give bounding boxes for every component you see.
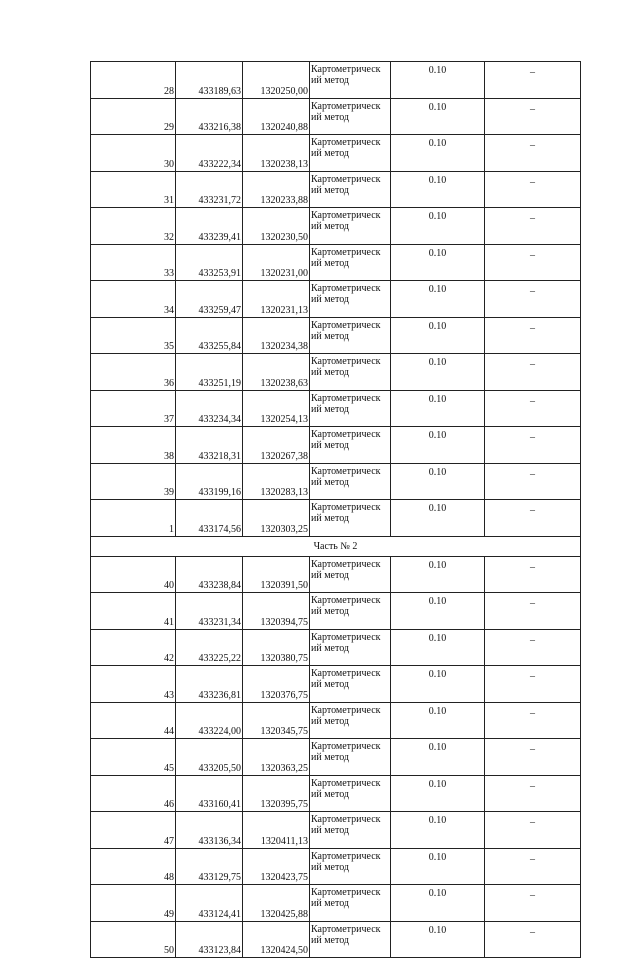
method-cell [310,390,391,427]
method-line-1: Картометрическ [311,668,381,679]
method-line-2: ий метод [311,330,350,342]
method-line-1: Картометрическ [311,923,381,935]
part-header-row [91,536,581,556]
table-row [91,666,581,703]
accuracy-value: 0.10 [391,244,485,281]
accuracy-value: 0.10 [391,593,485,630]
coordinate-y: 1320395,75 [243,775,310,812]
method-line-1: Картометрическ [311,137,381,148]
method-line-1: Картометрическ [311,631,381,643]
point-number: 35 [91,317,176,354]
table-row [91,135,581,172]
point-number: 37 [91,390,176,427]
table-row [91,848,581,885]
method-cell [310,556,391,593]
point-number: 28 [91,62,176,99]
table-row [91,739,581,776]
accuracy-value: 0.10 [391,739,485,776]
coordinate-x: 433205,50 [176,739,243,776]
method-cell [310,921,391,958]
coordinate-x: 433231,34 [176,593,243,630]
accuracy-value: 0.10 [391,427,485,464]
part-label: Часть № 2 [91,536,581,556]
point-number: 38 [91,427,176,464]
coordinate-x: 433236,81 [176,666,243,703]
coordinate-y: 1320380,75 [243,629,310,666]
point-number: 1 [91,500,176,537]
description-dash: – [485,317,581,354]
table-row [91,775,581,812]
accuracy-value: 0.10 [391,317,485,354]
description-dash: – [485,98,581,135]
method-line-2: ий метод [311,513,350,524]
point-number: 43 [91,666,176,703]
coordinate-x: 433218,31 [176,427,243,464]
method-cell [310,885,391,922]
table-row [91,354,581,391]
point-number: 39 [91,463,176,500]
method-cell [310,702,391,739]
coordinate-x: 433259,47 [176,281,243,318]
method-cell [310,629,391,666]
accuracy-value: 0.10 [391,500,485,537]
method-line-1: Картометрическ [311,173,381,185]
coordinate-x: 433216,38 [176,98,243,135]
method-cell [310,775,391,812]
method-line-1: Картометрическ [311,502,381,513]
description-dash: – [485,885,581,922]
description-dash: – [485,666,581,703]
coordinate-y: 1320283,13 [243,463,310,500]
method-line-2: ий метод [311,715,350,727]
method-line-1: Картометрическ [311,356,381,367]
coordinate-y: 1320230,50 [243,208,310,245]
coordinate-y: 1320267,38 [243,427,310,464]
method-cell [310,666,391,703]
table-row [91,317,581,354]
method-cell [310,427,391,464]
coordinate-y: 1320394,75 [243,593,310,630]
coordinate-x: 433255,84 [176,317,243,354]
description-dash: – [485,281,581,318]
coordinate-x: 433251,19 [176,354,243,391]
method-cell [310,812,391,849]
coordinate-x: 433174,56 [176,500,243,537]
method-line-2: ий метод [311,825,350,836]
method-line-1: Картометрическ [311,319,381,331]
accuracy-value: 0.10 [391,666,485,703]
method-cell [310,848,391,885]
coordinate-x: 433239,41 [176,208,243,245]
point-number: 36 [91,354,176,391]
description-dash: – [485,244,581,281]
point-number: 50 [91,921,176,958]
table-row [91,244,581,281]
point-number: 46 [91,775,176,812]
point-number: 44 [91,702,176,739]
coordinate-y: 1320250,00 [243,62,310,99]
method-cell [310,500,391,537]
point-number: 33 [91,244,176,281]
method-line-1: Картометрическ [311,741,381,752]
method-line-1: Картометрическ [311,283,381,294]
coordinate-y: 1320240,88 [243,98,310,135]
description-dash: – [485,848,581,885]
description-dash: – [485,739,581,776]
coordinate-y: 1320391,50 [243,556,310,593]
point-number: 47 [91,812,176,849]
point-number: 48 [91,848,176,885]
method-cell [310,135,391,172]
description-dash: – [485,427,581,464]
point-number: 30 [91,135,176,172]
method-cell [310,208,391,245]
coordinate-y: 1320424,50 [243,921,310,958]
coordinate-y: 1320376,75 [243,666,310,703]
coordinate-y: 1320233,88 [243,171,310,208]
method-line-2: ий метод [311,257,350,269]
coordinate-x: 433136,34 [176,812,243,849]
description-dash: – [485,500,581,537]
method-line-1: Картометрическ [311,887,381,898]
coordinate-y: 1320345,75 [243,702,310,739]
description-dash: – [485,463,581,500]
method-line-1: Картометрическ [311,429,381,440]
table-row [91,62,581,99]
description-dash: – [485,921,581,958]
method-line-2: ий метод [311,569,350,581]
point-number: 32 [91,208,176,245]
accuracy-value: 0.10 [391,629,485,666]
coordinate-x: 433224,00 [176,702,243,739]
description-dash: – [485,354,581,391]
table-row [91,885,581,922]
coordinate-x: 433123,84 [176,921,243,958]
accuracy-value: 0.10 [391,354,485,391]
accuracy-value: 0.10 [391,281,485,318]
table-row [91,500,581,537]
accuracy-value: 0.10 [391,98,485,135]
table-row [91,427,581,464]
method-line-2: ий метод [311,476,350,488]
method-cell [310,739,391,776]
accuracy-value: 0.10 [391,390,485,427]
method-line-1: Картометрическ [311,558,381,570]
description-dash: – [485,812,581,849]
description-dash: – [485,593,581,630]
coordinate-x: 433234,34 [176,390,243,427]
accuracy-value: 0.10 [391,62,485,99]
method-line-1: Картометрическ [311,64,381,75]
accuracy-value: 0.10 [391,775,485,812]
point-number: 40 [91,556,176,593]
coordinate-x: 433222,34 [176,135,243,172]
method-line-1: Картометрическ [311,210,381,221]
point-number: 41 [91,593,176,630]
method-line-2: ий метод [311,184,350,196]
method-line-1: Картометрическ [311,100,381,112]
method-line-2: ий метод [311,606,350,617]
accuracy-value: 0.10 [391,135,485,172]
table-row [91,390,581,427]
coordinate-y: 1320254,13 [243,390,310,427]
point-number: 34 [91,281,176,318]
method-line-1: Картометрическ [311,595,381,606]
coordinates-table-body [91,62,581,958]
table-row [91,921,581,958]
description-dash: – [485,171,581,208]
accuracy-value: 0.10 [391,171,485,208]
method-cell [310,463,391,500]
point-number: 45 [91,739,176,776]
coordinate-x: 433238,84 [176,556,243,593]
table-row [91,208,581,245]
description-dash: – [485,62,581,99]
method-cell [310,244,391,281]
point-number: 49 [91,885,176,922]
method-line-1: Картометрическ [311,777,381,789]
method-line-1: Картометрическ [311,704,381,716]
accuracy-value: 0.10 [391,702,485,739]
table-row [91,463,581,500]
method-line-2: ий метод [311,403,350,415]
point-number: 31 [91,171,176,208]
accuracy-value: 0.10 [391,848,485,885]
method-line-2: ий метод [311,752,350,763]
accuracy-value: 0.10 [391,921,485,958]
coordinate-y: 1320231,00 [243,244,310,281]
method-line-2: ий метод [311,221,350,232]
method-line-2: ий метод [311,294,350,305]
table-row [91,556,581,593]
method-cell [310,317,391,354]
coordinate-y: 1320411,13 [243,812,310,849]
description-dash: – [485,775,581,812]
method-line-2: ий метод [311,934,350,946]
coordinate-y: 1320423,75 [243,848,310,885]
method-cell [310,281,391,318]
method-line-2: ий метод [311,440,350,451]
method-line-2: ий метод [311,111,350,123]
method-line-1: Картометрическ [311,465,381,477]
table-row [91,171,581,208]
coordinate-y: 1320238,13 [243,135,310,172]
method-line-2: ий метод [311,898,350,909]
method-line-2: ий метод [311,75,350,86]
method-line-1: Картометрическ [311,392,381,404]
method-line-1: Картометрическ [311,246,381,258]
point-number: 29 [91,98,176,135]
accuracy-value: 0.10 [391,208,485,245]
coordinate-x: 433160,41 [176,775,243,812]
coordinate-y: 1320231,13 [243,281,310,318]
coordinate-y: 1320425,88 [243,885,310,922]
accuracy-value: 0.10 [391,556,485,593]
method-cell [310,593,391,630]
description-dash: – [485,208,581,245]
accuracy-value: 0.10 [391,812,485,849]
method-line-2: ий метод [311,367,350,378]
accuracy-value: 0.10 [391,463,485,500]
point-number: 42 [91,629,176,666]
method-line-1: Картометрическ [311,814,381,825]
coordinate-x: 433253,91 [176,244,243,281]
method-cell [310,354,391,391]
coordinate-x: 433124,41 [176,885,243,922]
method-cell [310,171,391,208]
coordinate-x: 433189,63 [176,62,243,99]
description-dash: – [485,135,581,172]
coordinate-y: 1320238,63 [243,354,310,391]
coordinate-y: 1320303,25 [243,500,310,537]
method-cell [310,98,391,135]
coordinate-y: 1320234,38 [243,317,310,354]
method-cell [310,62,391,99]
coordinate-x: 433231,72 [176,171,243,208]
method-line-2: ий метод [311,148,350,159]
description-dash: – [485,556,581,593]
table-row [91,702,581,739]
table-row [91,629,581,666]
method-line-2: ий метод [311,679,350,690]
description-dash: – [485,390,581,427]
description-dash: – [485,702,581,739]
method-line-1: Картометрическ [311,850,381,862]
coordinate-x: 433129,75 [176,848,243,885]
coordinate-x: 433225,22 [176,629,243,666]
table-row [91,593,581,630]
coordinates-table [90,61,581,958]
table-row [91,281,581,318]
description-dash: – [485,629,581,666]
method-line-2: ий метод [311,788,350,800]
table-row [91,812,581,849]
coordinate-x: 433199,16 [176,463,243,500]
method-line-2: ий метод [311,642,350,654]
method-line-2: ий метод [311,861,350,873]
table-row [91,98,581,135]
accuracy-value: 0.10 [391,885,485,922]
coordinate-y: 1320363,25 [243,739,310,776]
